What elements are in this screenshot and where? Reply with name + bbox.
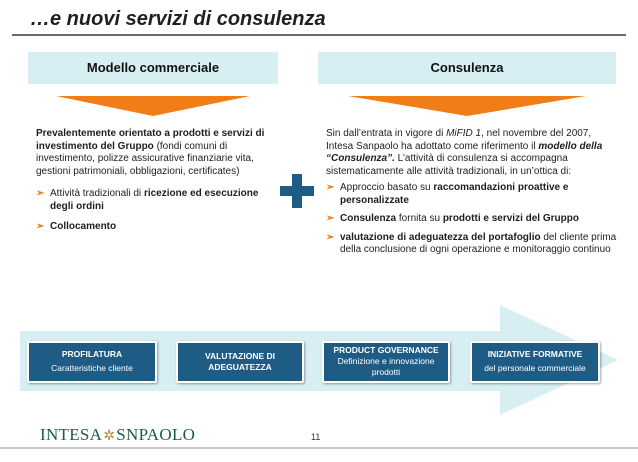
arrow-bullet-icon: ➢ (36, 188, 45, 199)
intro-text: , nel novembre del 2007, Intesa Sanpaolo ha adottato come riferimento il (326, 128, 592, 152)
left-bullet-2 (36, 221, 276, 234)
bullet-bold: ricezione ed esecuzione degli ordini (50, 188, 259, 212)
process-subtitle: Caratteristiche cliente (51, 363, 133, 373)
process-title: INIZIATIVE FORMATIVE (487, 349, 583, 359)
process-box-profilatura (27, 341, 157, 383)
arrow-bullet-icon: ➢ (36, 221, 45, 232)
bullet-bold: Consulenza (340, 213, 397, 224)
bullet-bold: Collocamento (50, 221, 117, 232)
right-bullet-1 (326, 182, 618, 207)
bullet-text: Attività tradizionali di (50, 188, 144, 199)
bullet-text: Approccio basato su (340, 182, 434, 193)
header-consulenza: Consulenza (318, 52, 616, 84)
arrow-bullet-icon: ➢ (326, 182, 335, 193)
title-divider (12, 34, 626, 36)
process-title: VALUTAZIONE DI ADEGUATEZZA (204, 351, 276, 372)
intro-text: L’attività di consulenza si accompagna sistematicamente alle attività tradizionali, in un’ottica di: (326, 153, 572, 177)
left-intro (36, 128, 276, 178)
process-title: PRODUCT GOVERNANCE (333, 345, 439, 355)
logo-right-text: SNPAOLO (116, 425, 196, 444)
bullet-text: del cliente prima della conclusione di ogni operazione e monitoraggio continuo (340, 231, 617, 255)
left-intro-rest: (fondi comuni di investimento, polizze assicurative finanziarie vita, gestioni patrimoniali, obbligazioni, certificates) (36, 140, 254, 177)
process-subtitle: Definizione e innovazione prodotti (337, 356, 435, 377)
arrow-bullet-icon: ➢ (326, 231, 335, 243)
bullet-bold: prodotti e servizi del Gruppo (442, 213, 579, 224)
plus-icon (278, 172, 316, 210)
right-column (326, 128, 618, 257)
intro-text: Sin dall’entrata in vigore di (326, 128, 447, 139)
process-title: PROFILATURA (61, 349, 123, 359)
bullet-bold: valutazione di adeguatezza del portafoglio (340, 231, 541, 243)
intesa-sanpaolo-logo (40, 425, 195, 445)
page-number: 11 (311, 432, 321, 442)
header-modello-commerciale: Modello commerciale (28, 52, 278, 84)
left-column (36, 128, 276, 234)
right-bullet-3 (326, 232, 618, 257)
footer-divider (0, 447, 638, 449)
intro-model: modello della “Consulenza”. (326, 140, 603, 164)
process-box-product-governance (322, 341, 450, 383)
right-orange-arrow (318, 96, 616, 116)
process-box-iniziative-formative (470, 341, 600, 383)
arrow-bullet-icon: ➢ (326, 213, 335, 224)
right-intro (326, 128, 618, 178)
logo-left-text: INTESA (40, 425, 103, 444)
left-bullet-1 (36, 188, 276, 213)
bullet-text: fornita su (396, 213, 443, 224)
bullet-bold: raccomandazioni proattive e personalizzate (340, 182, 569, 206)
intro-mifid: MiFID 1 (446, 128, 482, 139)
logo-star-icon: ✲ (103, 429, 116, 444)
process-box-valutazione (176, 341, 304, 383)
left-orange-arrow (28, 96, 278, 116)
left-intro-bold: Prevalentemente orientato a prodotti e servizi di investimento del Gruppo (36, 128, 265, 152)
process-subtitle: del personale commerciale (484, 363, 586, 373)
page-title: …e nuovi servizi di consulenza (30, 8, 326, 30)
right-bullet-2 (326, 213, 618, 226)
